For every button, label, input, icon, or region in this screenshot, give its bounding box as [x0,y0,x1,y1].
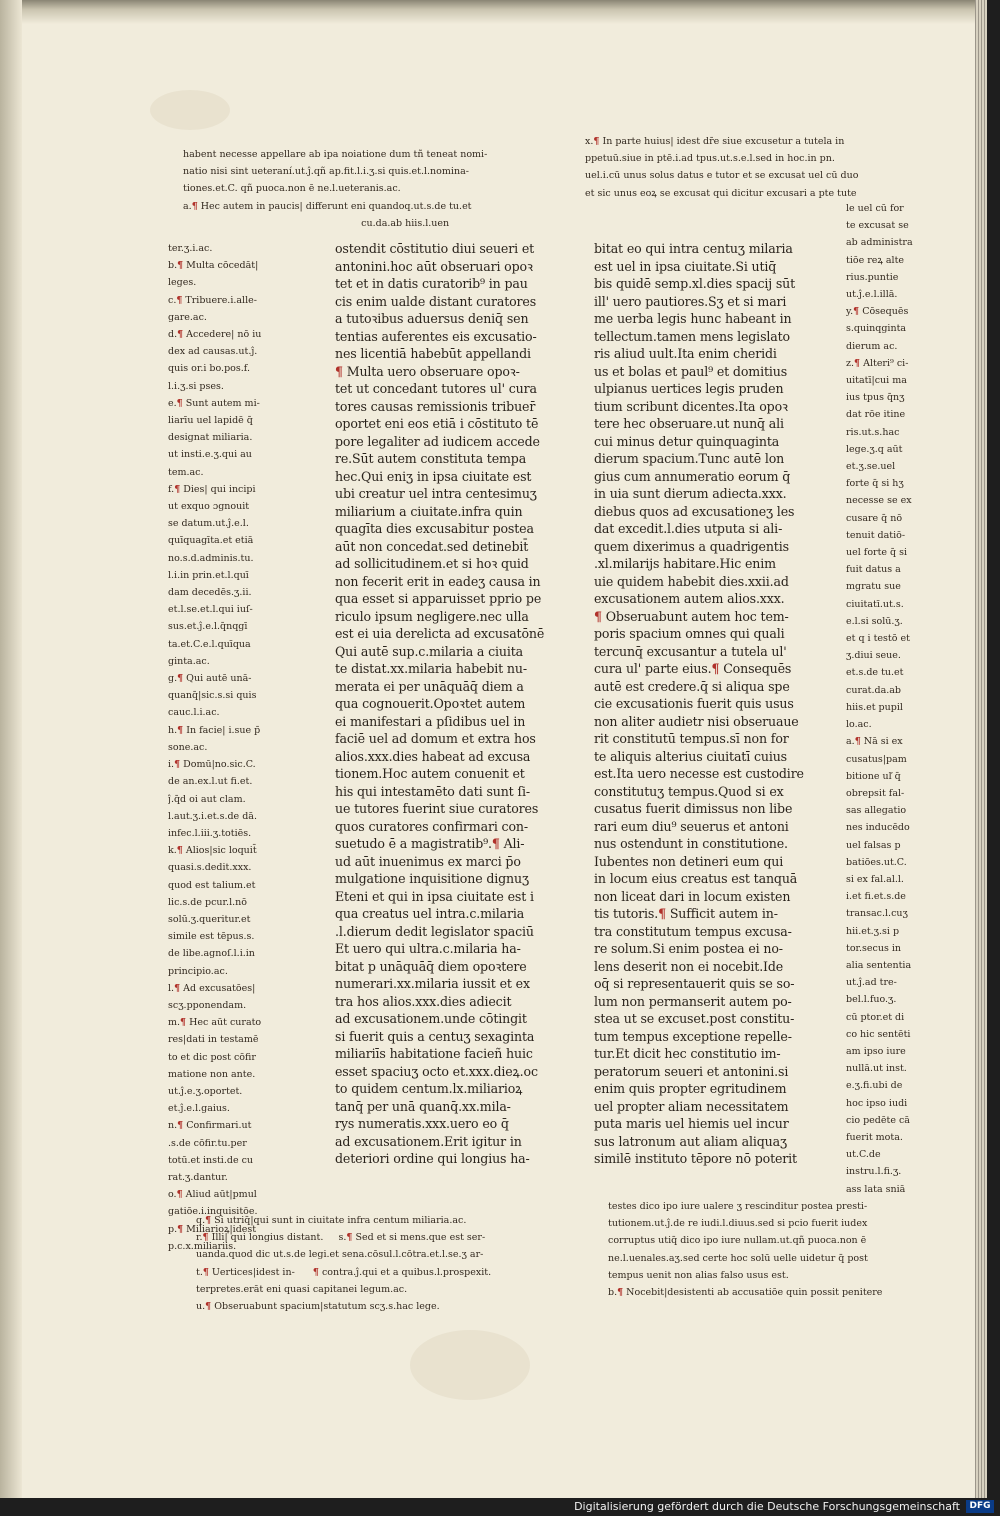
text-line: tionem.Hoc autem conuenit et [335,766,525,781]
text-line: le uel cū for [846,203,904,214]
text-line: qua creatus uel intra.c.milaria [335,906,525,921]
text-line: et q i testō et [846,633,910,645]
text-line: lum non permanserit autem po- [594,993,792,1009]
pilcrow-icon: ¶ [711,661,720,676]
main-text-column-1 [335,240,580,1170]
pilcrow-icon: ¶ [312,1266,319,1278]
pilcrow-icon: ¶ [177,329,184,341]
text-line: b.¶ Nocebit|desistenti ab accusatiōe quin possit penitere [608,1287,883,1299]
text-line: sus latronum aut aliam aliquaʒ [594,1133,787,1149]
pilcrow-icon: ¶ [658,906,666,921]
text-line: tutionem.ut.ĵ.de re iudi.l.diuus.sed si pcio fuerit iudex [608,1218,868,1230]
text-line: r.¶ Illi| qui longius distant. s.¶ Sed et si mens.que est ser- [196,1232,486,1244]
text-line: ad excusationem.unde cōtingit [335,1011,527,1026]
text-line: natio nisi sint ueteraní.ut.ĵ.qñ ap.fit.l.i.ʒ.si quis.et.l.nomina- [183,166,469,178]
text-line: lic.s.de pcur.l.nō [168,896,247,908]
text-line: poris spacium omnes qui quali [594,626,785,641]
paper-stain [410,1330,530,1400]
text-line: numerari.xx.milaria iussit et ex [335,976,530,991]
text-line: tis tutoris.¶ Sufficit autem in- [594,906,778,921]
text-line: tiōe reꝝ alte [846,254,905,266]
text-line: i.¶ Domū|no.sic.C. [168,759,256,771]
text-line: et sic unus eoꝝ se excusat qui dicitur excusari a pte tute [585,187,857,199]
text-line: q.¶ Si utriq̄|qui sunt in ciuitate infra centum miliaria.ac. [196,1215,467,1226]
text-line: ris aliud uult.Ita enim cheridi [594,346,777,361]
text-line: tercunq̄ excusantur a tutela ul' [594,643,787,659]
text-line: quanq̄|sic.s.si quis [168,690,257,702]
left-gloss-column [168,240,323,1272]
pilcrow-icon: ¶ [176,845,183,857]
text-line: instru.l.fi.ʒ. [846,1166,902,1178]
text-line: forte q̄ si hʒ [846,478,904,490]
pilcrow-icon: ¶ [177,673,184,685]
text-line: pore legaliter ad iudicem accede [335,433,540,449]
text-line: tenuit datiō- [846,529,906,541]
text-line: h.¶ In facie| i.sue p̄ [168,724,261,736]
text-line: ulpianus uertices legis pruden [594,381,784,396]
text-line: simile est tēpus.s. [168,931,255,943]
text-line: nullā.ut inst. [846,1063,907,1075]
text-line: ne.l.uenales.aʒ.sed certe hoc solū uelle uidetur q̄ post [608,1252,868,1264]
text-line: tentias auferentes eis excusatio- [335,328,537,344]
text-line: se datum.ut.ĵ.e.l. [168,518,249,530]
text-line: autē est credere.q̄ si aliqua spe [594,678,790,694]
text-line: dierum ac. [846,340,898,352]
text-line: si ex fal.al.l. [846,873,904,885]
text-line: riculo ipsum negligere.nec ulla [335,608,529,624]
text-line: s.quinqginta [846,323,907,335]
text-line: merata ei per unāquāq̄ diem a [335,678,524,694]
text-line: l.i.ʒ.si pses. [168,380,224,392]
text-line: tra constitutum tempus excusa- [594,923,792,939]
text-line: testes dico ipo iure ualere ʒ rescinditur postea presti- [608,1201,868,1212]
text-line: x.¶ In parte huius| idest dr̄e siue excusetur a tutela in [585,136,845,147]
bottom-right-gloss [608,1198,970,1308]
text-line: si fuerit quis a centuʒ sexaginta [335,1028,535,1044]
text-line: Eteni et qui in ipsa ciuitate est i [335,888,534,904]
text-line: excusationem autem alios.xxx. [594,591,785,606]
pilcrow-icon: ¶ [205,1301,212,1313]
text-line: dat rōe itine [846,409,906,421]
text-line: nus ostendunt in constitutione. [594,836,788,851]
text-line: mulgatione inquisitione dignuʒ [335,871,529,886]
text-line: peratorum seueri et antonini.si [594,1063,789,1079]
text-line: et.l.se.et.l.qui iuſ- [168,604,253,616]
text-line: designat miliaria. [168,432,253,444]
text-line: tum tempus exceptione repelle- [594,1028,792,1044]
text-line: us et bolas et paul⁹ et domitius [594,363,788,379]
text-line: ostendit cōstitutio diui seueri et [335,241,535,256]
text-line: dierum spacium.Tunc autē lon [594,451,785,466]
text-line: u.¶ Obseruabunt spacium|statutum scʒ.s.hac lege. [196,1301,440,1313]
text-line: rit constitutū tempus.sī non for [594,731,789,746]
text-line: res|dati in testamē [168,1034,259,1046]
text-line: necesse se ex [846,495,912,507]
text-line: d.¶ Accedere| nō iu [168,329,262,341]
text-line: quīquagīta.et etiā [168,535,254,547]
text-line: tor.secus in [846,942,902,954]
text-line: cis enim ualde distant curatores [335,293,537,309]
text-line: tra hos alios.xxx.dies adiecit [335,993,512,1009]
text-line: bis quidē semp.xl.dies spacij sūt [594,276,796,291]
text-line: sus.et.ĵ.e.l.q̄nqgī [168,621,248,633]
text-line: ass lata sniā [846,1183,906,1195]
text-line: scʒ.pponendam. [168,999,247,1011]
text-line: cauc.l.i.ac. [168,707,220,719]
text-line: lege.ʒ.q aūt [846,443,903,455]
text-line: ill' uero pautiores.Sʒ et si mari [594,293,787,309]
text-line: nes inducēdo [846,822,910,834]
digitization-credit: Digitalisierung gefördert durch die Deutsche Forschungsgemeinschaft [574,1500,960,1513]
text-line: quos curatores confirmari con- [335,818,528,834]
text-line: tellectum.tamen mens legislato [594,328,790,344]
text-line: obrepsit fal- [846,787,905,799]
text-line: p.c.x.miliariis. [168,1240,237,1252]
text-line: solū.ʒ.queritur.et [168,913,251,925]
text-line: tium scribunt dicentes.Ita opoꝛ [594,398,788,414]
text-line: ginta.ac. [168,655,210,667]
text-line: uel forte q̄ si [846,547,908,559]
text-line: to et dic post cōfir [168,1051,256,1063]
text-line: curat.da.ab [846,684,901,696]
text-line: principio.ac. [168,965,228,977]
text-line: o.¶ Aliud aūt|pmul [168,1189,257,1201]
text-line: ta.et.C.e.l.quīqua [168,638,251,650]
text-line: .xl.milarijs habitare.Hic enim [594,556,776,571]
text-line: am ipso iure [846,1045,906,1057]
text-line: corruptus utiq̄ dico ipo iure nullam.ut.qñ puoca.non ē [608,1235,867,1247]
text-line: te aliquis alterius ciuitatī cuius [594,748,787,764]
text-line: quagīta dies excusabitur postea [335,521,534,536]
text-line: uel falsas p [846,839,901,851]
pilcrow-icon: ¶ [191,200,198,212]
pilcrow-icon: ¶ [177,1120,184,1132]
text-line: miliariīs habitatione facieñ huic [335,1046,533,1061]
text-line: tet et in datis curatorib⁹ in pau [335,276,528,291]
text-line: co hic sentēti [846,1028,911,1040]
text-line: ud aūt inuenimus ex marci p̄o [335,853,521,869]
text-line: g.¶ Qui autē unā- [168,673,252,685]
pilcrow-icon: ¶ [174,759,181,771]
text-line: rari eum diu⁹ seuerus et antoni [594,818,789,834]
pilcrow-icon: ¶ [853,306,860,318]
text-line: alia sententia [846,959,912,971]
text-line: dam decedēs.ʒ.ii. [168,587,252,599]
text-line: uie quidem habebit dies.xxii.ad [594,573,789,589]
text-line: in locum eius creatus est tanquā [594,871,798,886]
text-line: similē instituto tēpore nō poterit [594,1151,797,1166]
text-line: ut.ĵ.e.ʒ.oportet. [168,1085,243,1097]
main-text-column-2 [594,240,839,1170]
text-line: de an.ex.l.ut fi.et. [168,776,253,788]
text-line: stea ut se excuset.post constitu- [594,1011,795,1026]
text-line: quem dixerimus a quadrigentis [594,538,789,554]
text-line: transac.l.cuʒ [846,908,908,920]
text-line: ei manifestari a pſidibus uel in [335,713,526,729]
text-line: i.et fi.et.s.de [846,891,906,903]
text-line: a.¶ Hec autem in paucis| differunt eni quandoq.ut.s.de tu.et [183,200,472,212]
text-line: Qui autē sup.c.milaria a ciuita [335,643,524,659]
text-line: Iubentes non detineri eum qui [594,853,784,869]
text-line: qua esset si apparuisset pprio pe [335,591,542,606]
text-line: ʒ.diui seue. [846,650,901,662]
text-line: ab administra [846,237,913,249]
text-line: .l.dierum dedit legislator spaciū [335,923,534,939]
text-line: c.¶ Tribuere.i.alle- [168,294,257,306]
text-line: ad sollicitudinem.et si hoꝛ quid [335,556,529,571]
text-line: sone.ac. [168,741,208,753]
text-line: non liceat dari in locum existen [594,888,791,904]
text-line: ad excusationem.Erit igitur in [335,1133,522,1149]
text-line: et.ĵ.e.l.gaius. [168,1103,230,1115]
text-line: uel.i.cū unus solus datus e tutor et se excusat uel cū duo [585,170,859,182]
pilcrow-icon: ¶ [174,982,181,994]
text-line: enim quis propter egritudinem [594,1081,787,1096]
text-line: ¶ Obseruabunt autem hoc tem- [594,608,789,624]
pilcrow-icon: ¶ [617,1287,624,1299]
paper-stain [150,90,230,130]
text-line: uanda.quod dic ut.s.de legi.et sena.cōsul.l.cōtra.et.l.se.ʒ ar- [196,1249,484,1261]
text-line: non fecerit erit in eadeʒ causa in [335,573,541,589]
text-line: alios.xxx.dies habeat ad excusa [335,748,531,764]
text-line: cusatus|pam [846,753,907,765]
text-line: hii.et.ʒ.si p [846,925,900,937]
pilcrow-icon: ¶ [176,1189,183,1201]
text-line: constitutuʒ tempus.Quod si ex [594,783,784,799]
right-gloss-column [846,200,971,1200]
text-line: t.¶ Uertices|idest in- ¶ contra.ĵ.qui et a quibus.l.prospexit. [196,1266,492,1278]
text-line: nes licentiā habebūt appellandi [335,346,531,361]
text-line: dat excedit.l.dies utputa si ali- [594,521,783,536]
text-line: bel.l.fuo.ʒ. [846,994,897,1006]
text-line: fuit datus a [846,564,901,576]
text-line: tur.Et dicit hec constitutio im- [594,1046,781,1061]
text-line: l.¶ Ad excusatōes| [168,982,256,994]
text-line: et.s.de tu.et [846,667,904,679]
bottom-left-gloss [196,1212,576,1322]
text-line: ius tpus q̄nʒ [846,392,905,404]
text-line: f.¶ Dies| qui incipi [168,483,256,495]
text-line: totū.et insti.de cu [168,1154,254,1166]
text-line: miliarium a ciuitate.infra quin [335,503,523,519]
text-line: habent necesse appellare ab ipa noiatione dum tñ teneat nomi- [183,149,488,160]
page-top-edge [0,0,985,24]
text-line: tere hec obseruare.ut nunq̄ ali [594,416,784,431]
text-line: a.¶ Nā si ex [846,736,903,748]
text-line: e.¶ Sunt autem mi- [168,397,260,409]
text-line: tem.ac. [168,466,204,478]
text-line: hoc ipso iudi [846,1097,908,1109]
text-line: terpretes.erāt eni quasi capitanei legum.ac. [196,1283,408,1295]
text-line: de libe.agnoſ.l.i.in [168,948,255,960]
text-line: in uia sunt dierum adiecta.xxx. [594,486,787,501]
text-line: bitat p unāquāq̄ diem opoꝛtere [335,958,527,974]
text-line: quod est talium.et [168,879,256,891]
text-line: gatiōe.i.inquisitōe. [168,1206,258,1218]
pilcrow-icon: ¶ [346,1232,353,1244]
pilcrow-icon: ¶ [176,294,183,306]
text-line: rius.puntie [846,271,899,283]
text-line: e.l.si solū.ʒ. [846,615,903,627]
text-line: l.aut.ʒ.i.et.s.de dā. [168,810,257,822]
text-line: quasi.s.dedit.xxx. [168,862,252,874]
text-line: est.Ita uero necesse est custodire [594,766,804,781]
text-line: oq̄ si representauerit quis se so- [594,976,795,991]
pilcrow-icon: ¶ [854,357,861,369]
text-line: diebus quos ad excusationeʒ les [594,503,795,519]
text-line: est ei uia derelicta ad excusatōnē [335,626,545,641]
text-line: cio pedēte cā [846,1114,910,1126]
text-line: tiones.et.C. qñ puoca.non ē ne.l.ueteranis.ac. [183,183,401,195]
text-line: .s.de cōfir.tu.per [168,1137,247,1149]
page-gutter [0,0,22,1498]
text-line: z.¶ Alteri⁹ ci- [846,357,909,369]
text-line: b.¶ Multa cōcedāt| [168,260,259,272]
text-line: bitione uľ q̄ [846,770,901,782]
pilcrow-icon: ¶ [854,736,861,748]
dfg-logo: DFG [966,1500,994,1513]
text-line: a tutoꝛibus aduersus deniq̄ sen [335,311,529,326]
text-line: non aliter audietr nisi obseruaue [594,713,799,729]
pilcrow-icon: ¶ [176,397,183,409]
text-line: no.s.d.adminis.tu. [168,552,254,564]
text-line: suetudo ē a magistratib⁹.¶ Ali- [335,836,525,851]
text-line: ut exquo ɔgnouit [168,501,250,513]
book-fore-edge [975,0,987,1498]
text-line: antonini.hoc aūt obseruari opoꝛ [335,258,533,274]
text-line: to quidem centum.lx.miliarioꝝ [335,1081,523,1096]
text-line: fuerit mota. [846,1131,903,1143]
text-line: oportet eni eos etiā i cōstituto tē [335,416,539,431]
text-line: e.ʒ.fi.ubi de [846,1080,903,1092]
text-line: k.¶ Alios|sic loquit̄ [168,845,257,857]
text-line: rys numeratis.xxx.uero eo q̄ [335,1116,509,1131]
text-line: ĵ.q̄d oi aut clam. [168,793,246,805]
text-line: lo.ac. [846,719,872,731]
text-line: ris.ut.s.hac [846,426,900,438]
text-line: ut.ĵ.ad tre- [846,977,897,989]
text-line: esset spaciuʒ octo et.xxx.dieꝝ.oc [335,1063,538,1079]
pilcrow-icon: ¶ [202,1266,209,1278]
text-line: tores causas remissionis tribuer̄ [335,398,536,414]
text-line: re.Sūt autem constituta tempa [335,451,527,466]
text-line: ubi creatur uel intra centesimuʒ [335,486,537,501]
pilcrow-icon: ¶ [335,363,343,379]
text-line: cura ul' parte eius.¶ Consequēs [594,661,792,676]
text-line: his qui intestamēto dati sunt ſi- [335,783,530,799]
text-line: ppetuū.siue in ptē.i.ad tpus.ut.s.e.l.sed in hoc.in pn. [585,153,835,165]
text-line: n.¶ Confirmari.ut [168,1120,252,1132]
text-line: et.ʒ.se.uel [846,461,896,473]
text-line: puta maris uel hiemis uel incur [594,1116,789,1131]
pilcrow-icon: ¶ [205,1215,212,1226]
text-line: tempus uenit non alias falso usus est. [608,1269,789,1281]
text-line: hiis.et pupil [846,701,903,713]
pilcrow-icon: ¶ [180,1017,187,1029]
text-line: te excusat se [846,220,909,232]
text-line: cu.da.ab hiis.l.uen [183,217,450,229]
text-line: quis or.i bo.pos.f. [168,363,250,375]
text-line: lens deserit non ei nocebit.Ide [594,958,784,974]
text-line: est uel in ipsa ciuitate.Si utiq̄ [594,258,777,274]
text-line: re solum.Si enim postea ei no- [594,941,783,956]
text-line: mgratu sue [846,581,901,593]
text-line: gare.ac. [168,311,207,323]
text-line: cusatus fuerit dimissus non libe [594,801,793,816]
text-line: cie excusationis fuerit quis usus [594,696,794,711]
text-line: cusare q̄ nō [846,512,903,524]
text-line: gius cum annumeratio eorum q̄ [594,468,791,484]
top-right-gloss [585,133,970,205]
text-line: ue tutores fuerint siue curatores [335,801,539,816]
text-line: tanq̄ per unā quanq̄.xx.mila- [335,1098,511,1114]
text-line: ut insti.e.ʒ.qui au [168,449,252,461]
text-line: cū ptor.et di [846,1011,905,1023]
text-line: m.¶ Hec aūt curato [168,1017,262,1029]
text-line: hec.Qui eniʒ in ipsa ciuitate est [335,468,532,484]
text-line: uitatī|cui ma [846,375,907,387]
text-line: sas allegatio [846,805,907,817]
text-line: leges. [168,277,197,289]
text-line: ciuitatī.ut.s. [846,598,904,610]
text-line: faciē uel ad domum et extra hos [335,731,536,746]
text-line: liarīu uel lapidē q̄ [168,415,253,427]
text-line: Et uero qui ultra.c.milaria ha- [335,941,521,956]
pilcrow-icon: ¶ [177,1223,184,1235]
text-line: ter.ʒ.i.ac. [168,243,213,254]
pilcrow-icon: ¶ [594,608,602,624]
text-line: ¶ Multa uero obseruare opoꝛ- [335,363,520,379]
text-line: tet ut concedant tutores ul' cura [335,381,537,396]
text-line: uel propter aliam necessitatem [594,1098,789,1114]
text-line: bitat eo qui intra centuʒ milaria [594,241,793,256]
pilcrow-icon: ¶ [593,136,600,147]
pilcrow-icon: ¶ [491,836,500,851]
text-line: ut.C.de [846,1149,881,1161]
pilcrow-icon: ¶ [177,724,184,736]
pilcrow-icon: ¶ [202,1232,209,1244]
text-line: ut.ĵ.e.l.illā. [846,289,898,301]
text-line: p.¶ Miliarioꝝ|idest [168,1223,257,1235]
text-line: cui minus detur quinquaginta [594,433,780,449]
text-line: me uerba legis hunc habeant in [594,311,792,326]
text-line: batiōes.ut.C. [846,856,907,868]
pilcrow-icon: ¶ [177,260,184,272]
text-line: l.i.in prin.et.l.quī [168,569,249,581]
text-line: deteriori ordine qui longius ha- [335,1151,530,1166]
text-line: aūt non concedat.sed detinebit̄ [335,538,529,554]
text-line: matione non ante. [168,1068,256,1080]
text-line: rat.ʒ.dantur. [168,1171,228,1183]
text-line: qua cognouerit.Opoꝛtet autem [335,696,526,711]
pilcrow-icon: ¶ [174,483,181,495]
text-line: infec.l.iii.ʒ.totiēs. [168,827,252,839]
text-line: te distat.xx.milaria habebit nu- [335,661,527,676]
text-line: dex ad causas.ut.ĵ. [168,346,258,358]
top-left-gloss [183,146,558,234]
text-line: y.¶ Cōsequēs [846,306,909,318]
